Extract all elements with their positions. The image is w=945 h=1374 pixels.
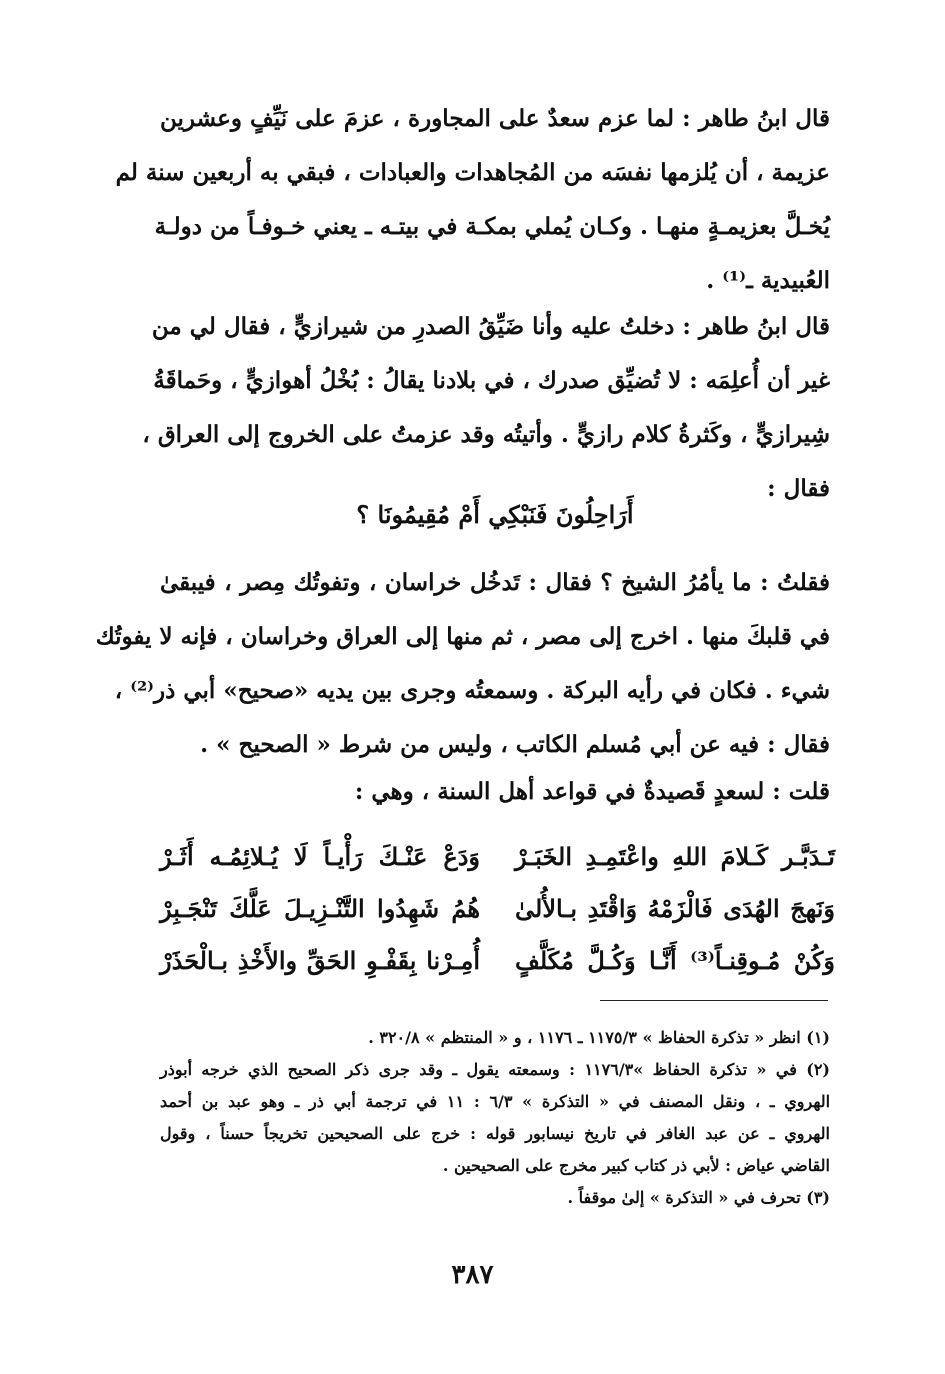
paragraph-ibn-tahir-1 bbox=[115, 92, 830, 308]
quoted-verse: أَرَاحِلُونَ فَنَبْكِي أَمْ مُقِيمُونَا ؟ bbox=[356, 500, 634, 529]
footnote-1: (١) انظر « تذكرة الحفاظ » ١١٧٥/٣ ـ ١١٧٦ ، و « المنتظم » ٣٢٠/٨ . bbox=[368, 1028, 830, 1047]
poem-first-hemistich: وَنَهجَ الهُدَى فَالْزَمْهُ وَاقْتَدِ بـالأُلىٰ bbox=[515, 893, 835, 923]
text-line: فقلتُ : ما يأمُرُ الشيخ ؟ فقال : تَدخُل خراسان ، وتفوتُك مِصر ، فيبقىٰ bbox=[160, 569, 830, 596]
text-line: فقال : فيه عن أبي مُسلم الكاتب ، وليس من شرط « الصحيح » . bbox=[200, 731, 830, 758]
footnote-2: (٢) في « تذكرة الحفاظ »١١٧٦/٣ : وسمعته يقول ـ وقد جرى ذكر الصحيح الذي خرجه أبوذر bbox=[160, 1060, 830, 1079]
poem-second-hemistich: أُمِـرْنا بِقَفْـوِ الحَقِّ والأَخْذِ بـالْحَذَرْ bbox=[160, 945, 480, 975]
text-line: في قلبكَ منها . اخرج إلى مصر ، ثم منها إلى العراق وخراسان ، فإنه لا يفوتُك bbox=[95, 623, 830, 650]
text-line: شِيرازيٍّ ، وكَثرةُ كلام رازيٍّ . وأتيتُه وقد عزمتُ على الخروج إلى العراق ، bbox=[142, 421, 830, 448]
footnote-2-cont: القاضي عياض : لأبي ذر كتاب كبير مخرج على الصحيحين . bbox=[442, 1156, 830, 1175]
poem-verse bbox=[160, 934, 835, 986]
poem-second-hemistich: وَدَعْ عَنْـكَ رَأْيـاً لَا يُـلائِمُـه أَثَـرْ bbox=[160, 841, 480, 871]
poem-verse bbox=[160, 882, 835, 934]
text-line: فقال : bbox=[767, 475, 830, 502]
paragraph-advice bbox=[95, 556, 830, 772]
text-line: شيء . فكان في رأيه البركة . وسمعتُه وجرى بين يديه «صحيح» أبي ذر⁽²⁾ ، bbox=[114, 677, 830, 704]
footnote-2-cont: الهروي ـ عن عبد الغافر في تاريخ نيسابور قوله : خرج على الصحيحين تخريجاً حسناً ، وقول bbox=[160, 1124, 830, 1143]
text-line: قال ابنُ طاهر : دخلتُ عليه وأنا ضَيِّقُ الصدرِ من شيرازيٍّ ، فقال لي من bbox=[151, 313, 830, 340]
footnote-divider bbox=[600, 1000, 828, 1001]
paragraph-ibn-tahir-2 bbox=[142, 300, 830, 516]
poem-second-hemistich: هُمُ شَهِدُوا التَّنْـزِيـلَ عَلَّكَ تَنْجَـبِرْ bbox=[160, 893, 480, 923]
text-line: يُخـلَّ بعزيمـةٍ منهـا . وكـان يُملي بمكـة في بيتـه ـ يعني خـوفـاً من دولـة bbox=[154, 213, 830, 240]
paragraph-poem-intro bbox=[160, 765, 830, 819]
footnote-2-cont: الهروي ـ ، ونقل المصنف في « التذكرة » ٦/٣ : ١١ في ترجمة أبي ذر ـ وهو عبد بن أحمد bbox=[160, 1092, 831, 1111]
text-line: قلت : لسعدٍ قَصيدةٌ في قواعد أهل السنة ، وهي : bbox=[354, 778, 830, 805]
text-line: غير أن أُعلِمَه : لا تُضيِّق صدرك ، في بلادنا يقالُ : بُخْلُ أهوازيٍّ ، وحَماقَةُ bbox=[153, 367, 830, 394]
poem-first-hemistich: وَكُنْ مُـوقِنـاً⁽³⁾ أَنَّـا وَكُـلَّ مُكَلَّفٍ bbox=[515, 945, 835, 975]
poem bbox=[160, 830, 835, 986]
text-line: عزيمة ، أن يُلزمها نفسَه من المُجاهدات والعبادات ، فبقي به أربعين سنة لم bbox=[115, 159, 830, 186]
footnotes bbox=[160, 1022, 830, 1214]
footnote-3: (٣) تحرف في « التذكرة » إلىٰ موقفاً . bbox=[567, 1188, 830, 1207]
text-line: قال ابنُ طاهر : لما عزم سعدٌ على المجاورة ، عزمَ على نَيِّفٍ وعشرين bbox=[160, 105, 830, 132]
text-line: العُبيدية ـ⁽¹⁾ . bbox=[706, 267, 830, 294]
poem-verse bbox=[160, 830, 835, 882]
page-number: ٣٨٧ bbox=[451, 1260, 494, 1290]
poem-first-hemistich: تَـدَبَّـر كَـلامَ اللهِ واعْتَمِـدِ الخَبَـرْ bbox=[515, 841, 835, 871]
